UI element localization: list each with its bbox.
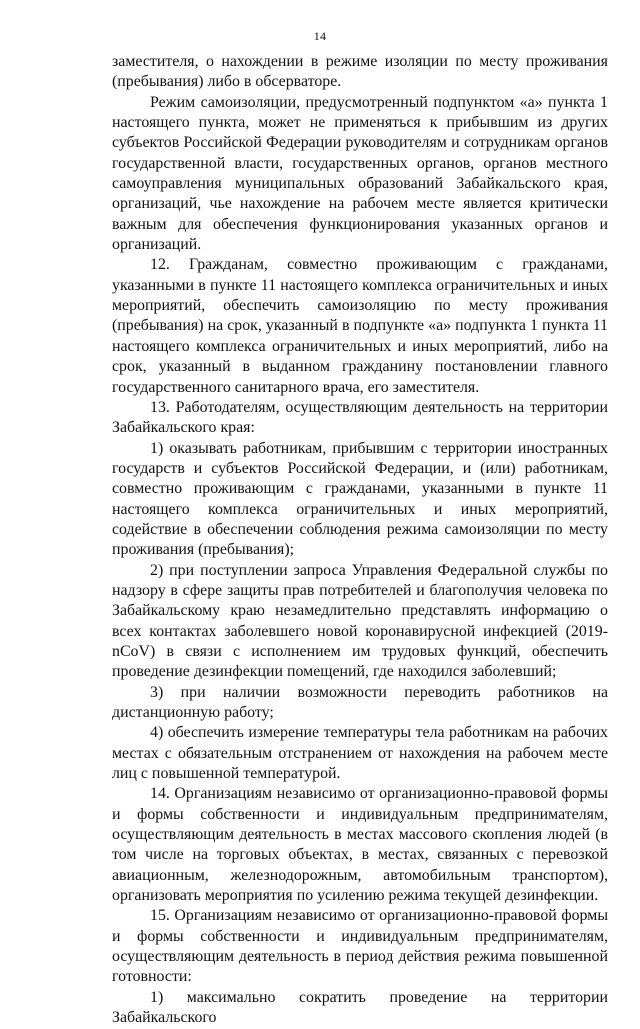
paragraph-14: 14. Организациям независимо от организационно-правовой формы и формы собственности и индивидуальным предпринимателям, осуществляющим деятельность в местах массового скопления людей (в том числе на торговых объектах, в местах, связанных с перевозкой авиационным, железнодорожным, автомобильным транспортом), организовать мероприятия по усилению режима текущей дезинфекции. [112, 785, 608, 905]
page-number: 14 [313, 29, 327, 43]
paragraph-13-item-3: 3) при наличии возможности переводить работников на дистанционную работу; [112, 683, 608, 721]
paragraph-self-isolation-exception: Режим самоизоляции, предусмотренный подпунктом «а» пункта 1 настоящего пункта, может не применяться к прибывшим из других субъектов Российской Федерации руководителям и сотрудникам органов государственной власти, государственных органов, органов местного самоуправления муниципальных образований Забайкальского края, организаций, чье нахождение на рабочем месте является критически важным для обеспечения функционирования указанных органов и организаций. [112, 93, 608, 254]
document-body [112, 52, 608, 1029]
paragraph-13-item-1: 1) оказывать работникам, прибывшим с территории иностранных государств и субъектов Российской Федерации, и (или) работникам, совместно проживающим с гражданами, указанными в пункте 11 настоящего комплекса ограничительных и иных мероприятий, содействие в обеспечении соблюдения режима самоизоляции по месту проживания (пребывания); [112, 439, 608, 559]
paragraph-13-item-2: 2) при поступлении запроса Управления Федеральной службы по надзору в сфере защиты прав потребителей и благополучия человека по Забайкальскому краю незамедлительно представлять информацию о всех контактах заболевшего новой коронавирусной инфекцией (2019-nCoV) в связи с исполнением им трудовых функций, обеспечить проведение дезинфекции помещений, где находился заболевший; [112, 561, 608, 681]
paragraph-15-item-1: 1) максимально сократить проведение на территории Забайкальского [112, 988, 608, 1027]
paragraph-12: 12. Гражданам, совместно проживающим с гражданами, указанными в пункте 11 настоящего комплекса ограничительных и иных мероприятий, обеспечить самоизоляцию по месту проживания (пребывания) на срок, указанный в подпункте «а» подпункта 1 пункта 11 настоящего комплекса ограничительных и иных мероприятий, либо на срок, указанный в выданном гражданину постановлении главного государственного санитарного врача, его заместителя. [112, 256, 608, 396]
paragraph-13-item-4: 4) обеспечить измерение температуры тела работникам на рабочих местах с обязательным отстранением от нахождения на рабочем месте лиц с повышенной температурой. [112, 724, 608, 783]
paragraph-13: 13. Работодателям, осуществляющим деятельность на территории Забайкальского края: [112, 398, 608, 437]
paragraph-continuation: заместителя, о нахождении в режиме изоляции по месту проживания (пребывания) либо в обсерваторе. [112, 53, 608, 91]
paragraph-15: 15. Организациям независимо от организационно-правовой формы и формы собственности и индивидуальным предпринимателям, осуществляющим деятельность в период действия режима повышенной готовности: [112, 907, 608, 986]
